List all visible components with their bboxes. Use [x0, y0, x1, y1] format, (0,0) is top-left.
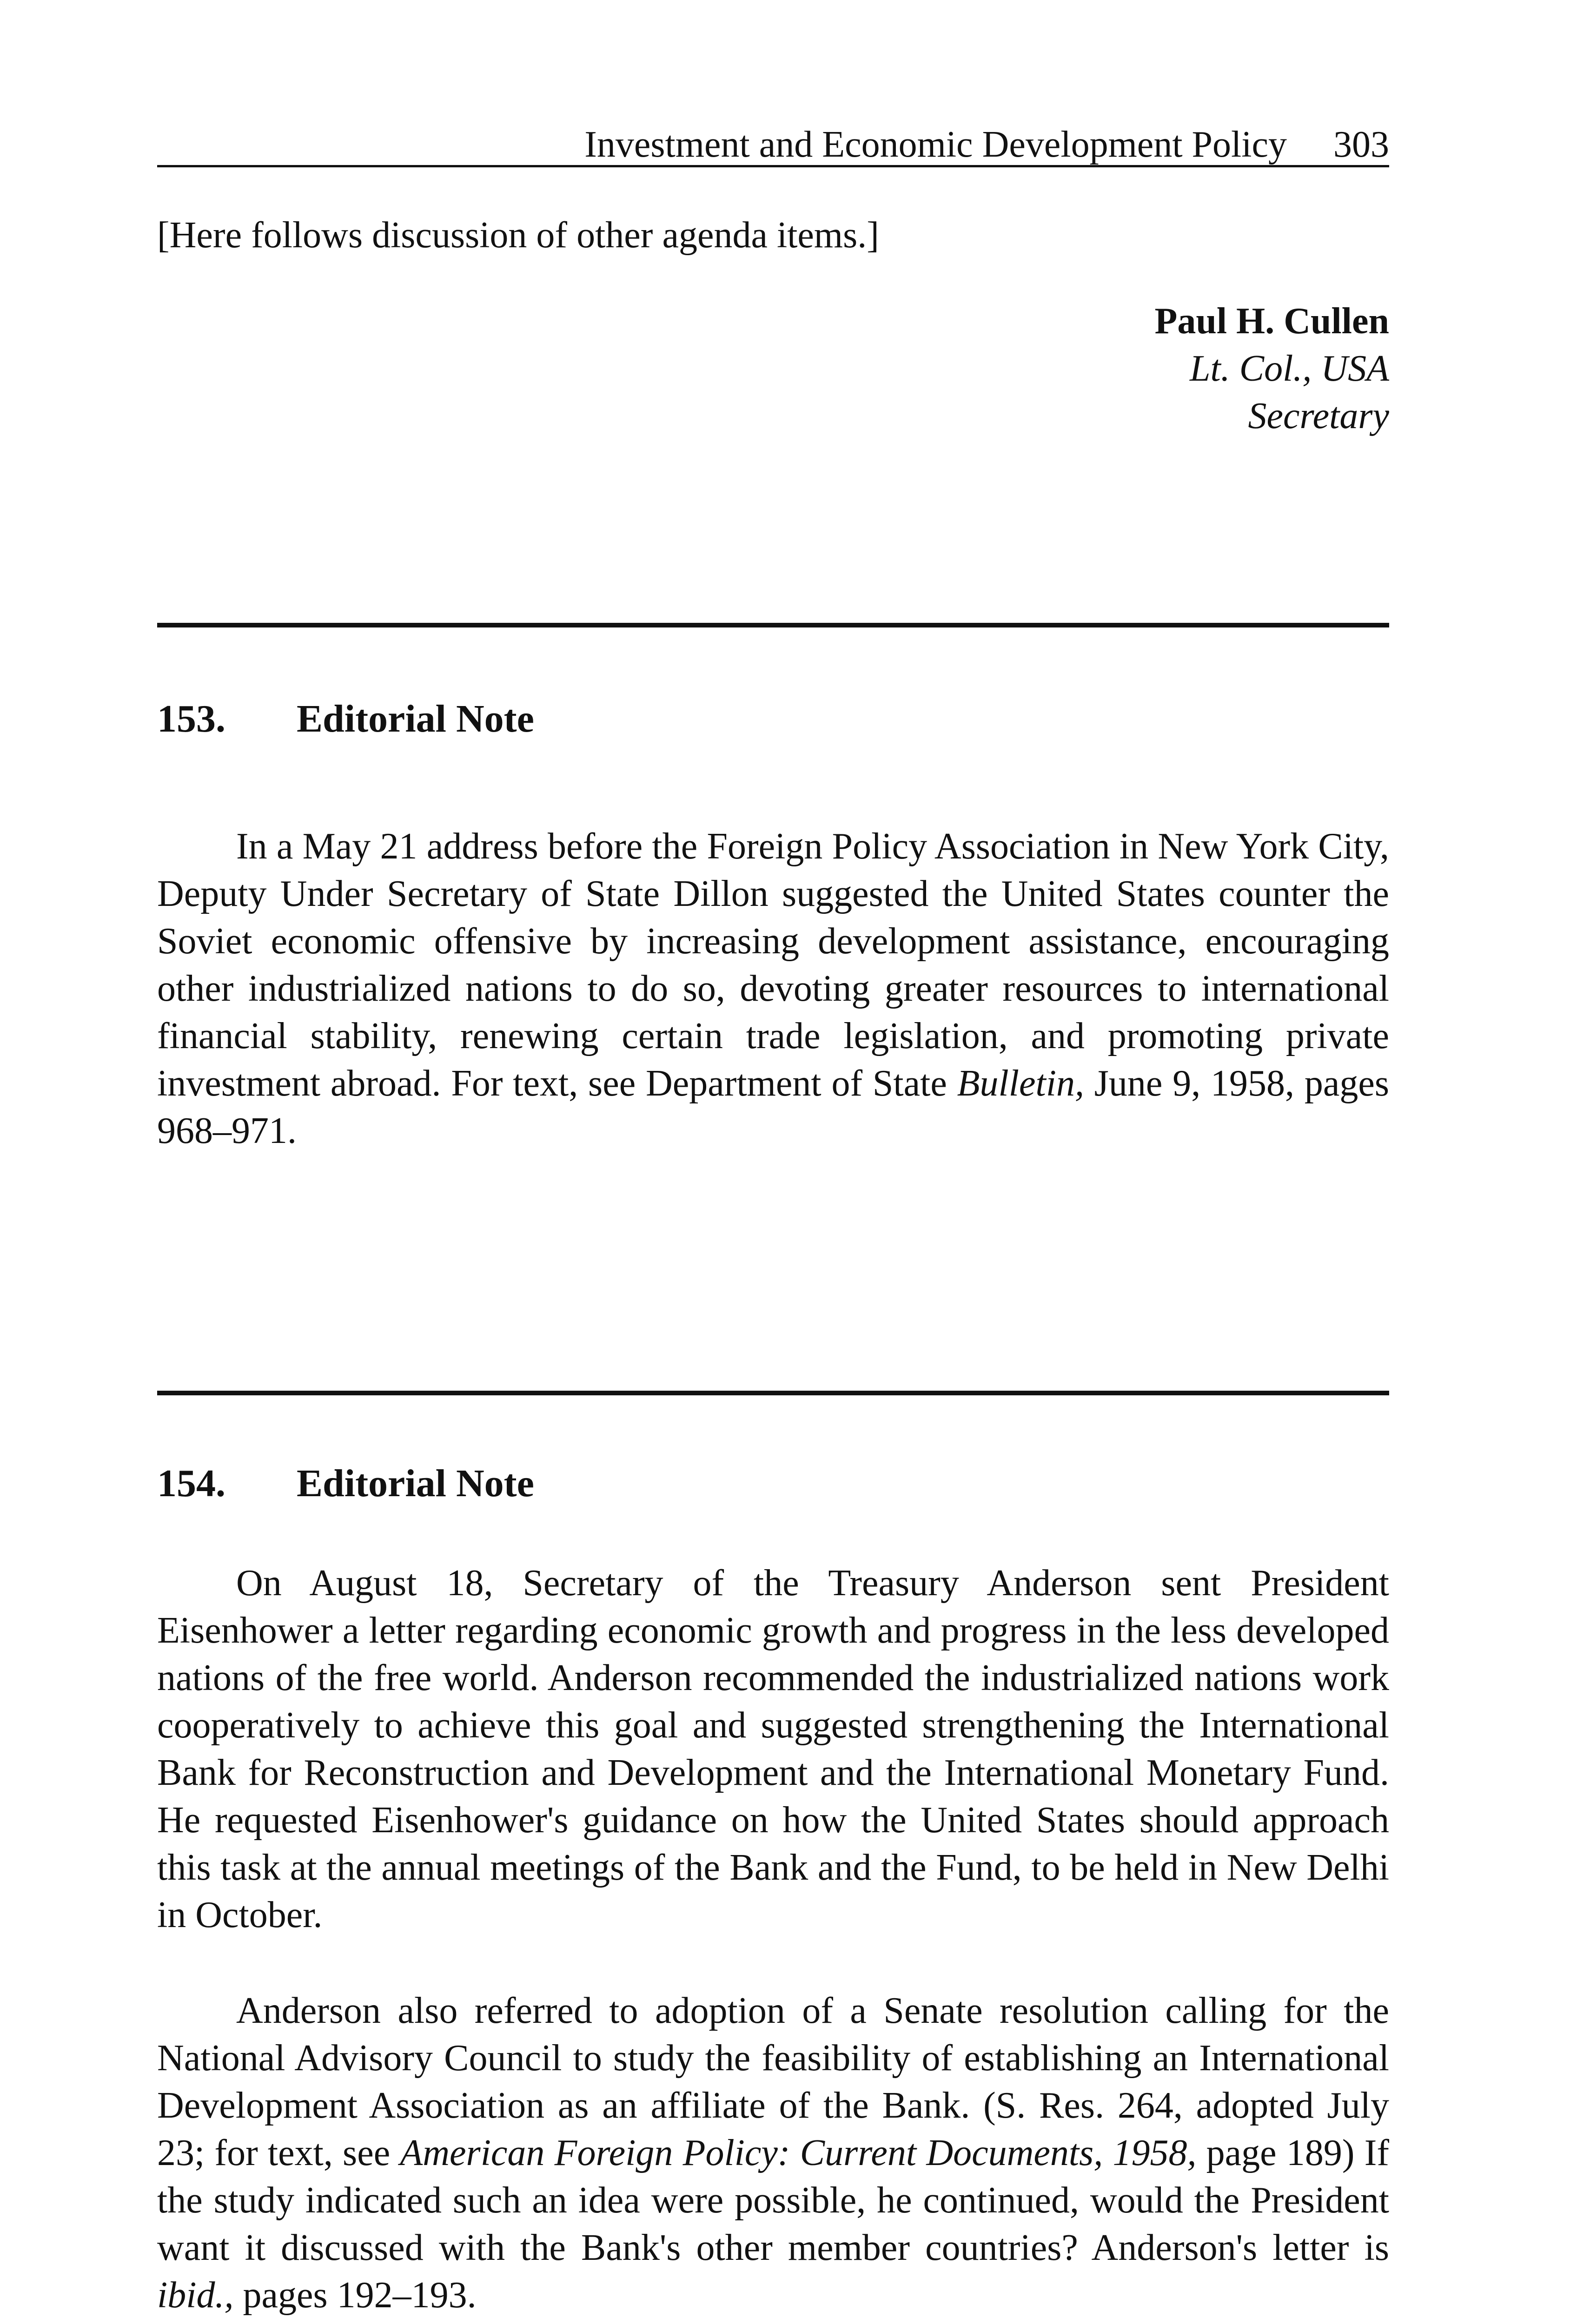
section-number: 154.	[157, 1462, 225, 1505]
section-heading	[157, 697, 534, 740]
signatory-role: Secretary	[1248, 396, 1389, 436]
publication-title: Bulletin,	[957, 1063, 1084, 1104]
paragraph-text: Anderson also referred to adoption of a Senate resolution calling for the National Advisory Council to study the feasibility of establishing an International Development Association as an affiliate of the Bank. (S. Res. 264, adopted July 23; for text, see	[157, 1990, 1389, 2173]
body-paragraph	[157, 1559, 1389, 1939]
paragraph-text: page 189) If the study indicated such an idea were possible, he continued, would the President want it discussed with the Bank's other member countries? Anderson's letter is	[157, 2133, 1389, 2268]
agenda-note: [Here follows discussion of other agenda items.]	[157, 215, 879, 256]
section-number: 153.	[157, 697, 225, 740]
body-paragraph	[157, 823, 1389, 1155]
section-title: Editorial Note	[297, 1462, 534, 1505]
paragraph-text: On August 18, Secretary of the Treasury Anderson sent President Eisenhower a letter regarding economic growth and progress in the less developed nations of the free world. Anderson recommended the industrialized nations work cooperatively to achieve this goal and suggested strengthening the International Bank for Reconstruction and Development and the International Monetary Fund. He requested Eisenhower's guidance on how the United States should approach this task at the annual meetings of the Bank and the Fund, to be held in New Delhi in October.	[157, 1563, 1389, 1935]
publication-title: American Foreign Policy: Current Documents, 1958,	[400, 2133, 1197, 2173]
page-number: 303	[1333, 124, 1389, 165]
section-heading	[157, 1464, 534, 1503]
signatory-name: Paul H. Cullen	[1154, 301, 1389, 342]
running-title: Investment and Economic Development Policy	[584, 124, 1287, 165]
body-paragraph	[157, 1987, 1389, 2319]
paragraph-text: In a May 21 address before the Foreign Policy Association in New York City, Deputy Under Secretary of State Dillon suggested the United States counter the Soviet economic offensive by increasing development assistance, encouraging other industrialized nations to do so, devoting greater resources to international financial stability, renewing certain trade legislation, and promoting private investment abroad. For text, see Department of State	[157, 826, 1389, 1104]
signature-block	[1154, 297, 1389, 440]
section-divider	[157, 1391, 1389, 1395]
section-title: Editorial Note	[297, 697, 534, 740]
section-divider	[157, 623, 1389, 627]
paragraph-text: June 9, 1958, pages 968–971.	[157, 1063, 1389, 1151]
running-header	[157, 112, 1389, 167]
signatory-rank: Lt. Col., USA	[1190, 348, 1389, 389]
citation-abbreviation: ibid.,	[157, 2275, 234, 2316]
paragraph-text: pages 192–193.	[233, 2275, 477, 2316]
